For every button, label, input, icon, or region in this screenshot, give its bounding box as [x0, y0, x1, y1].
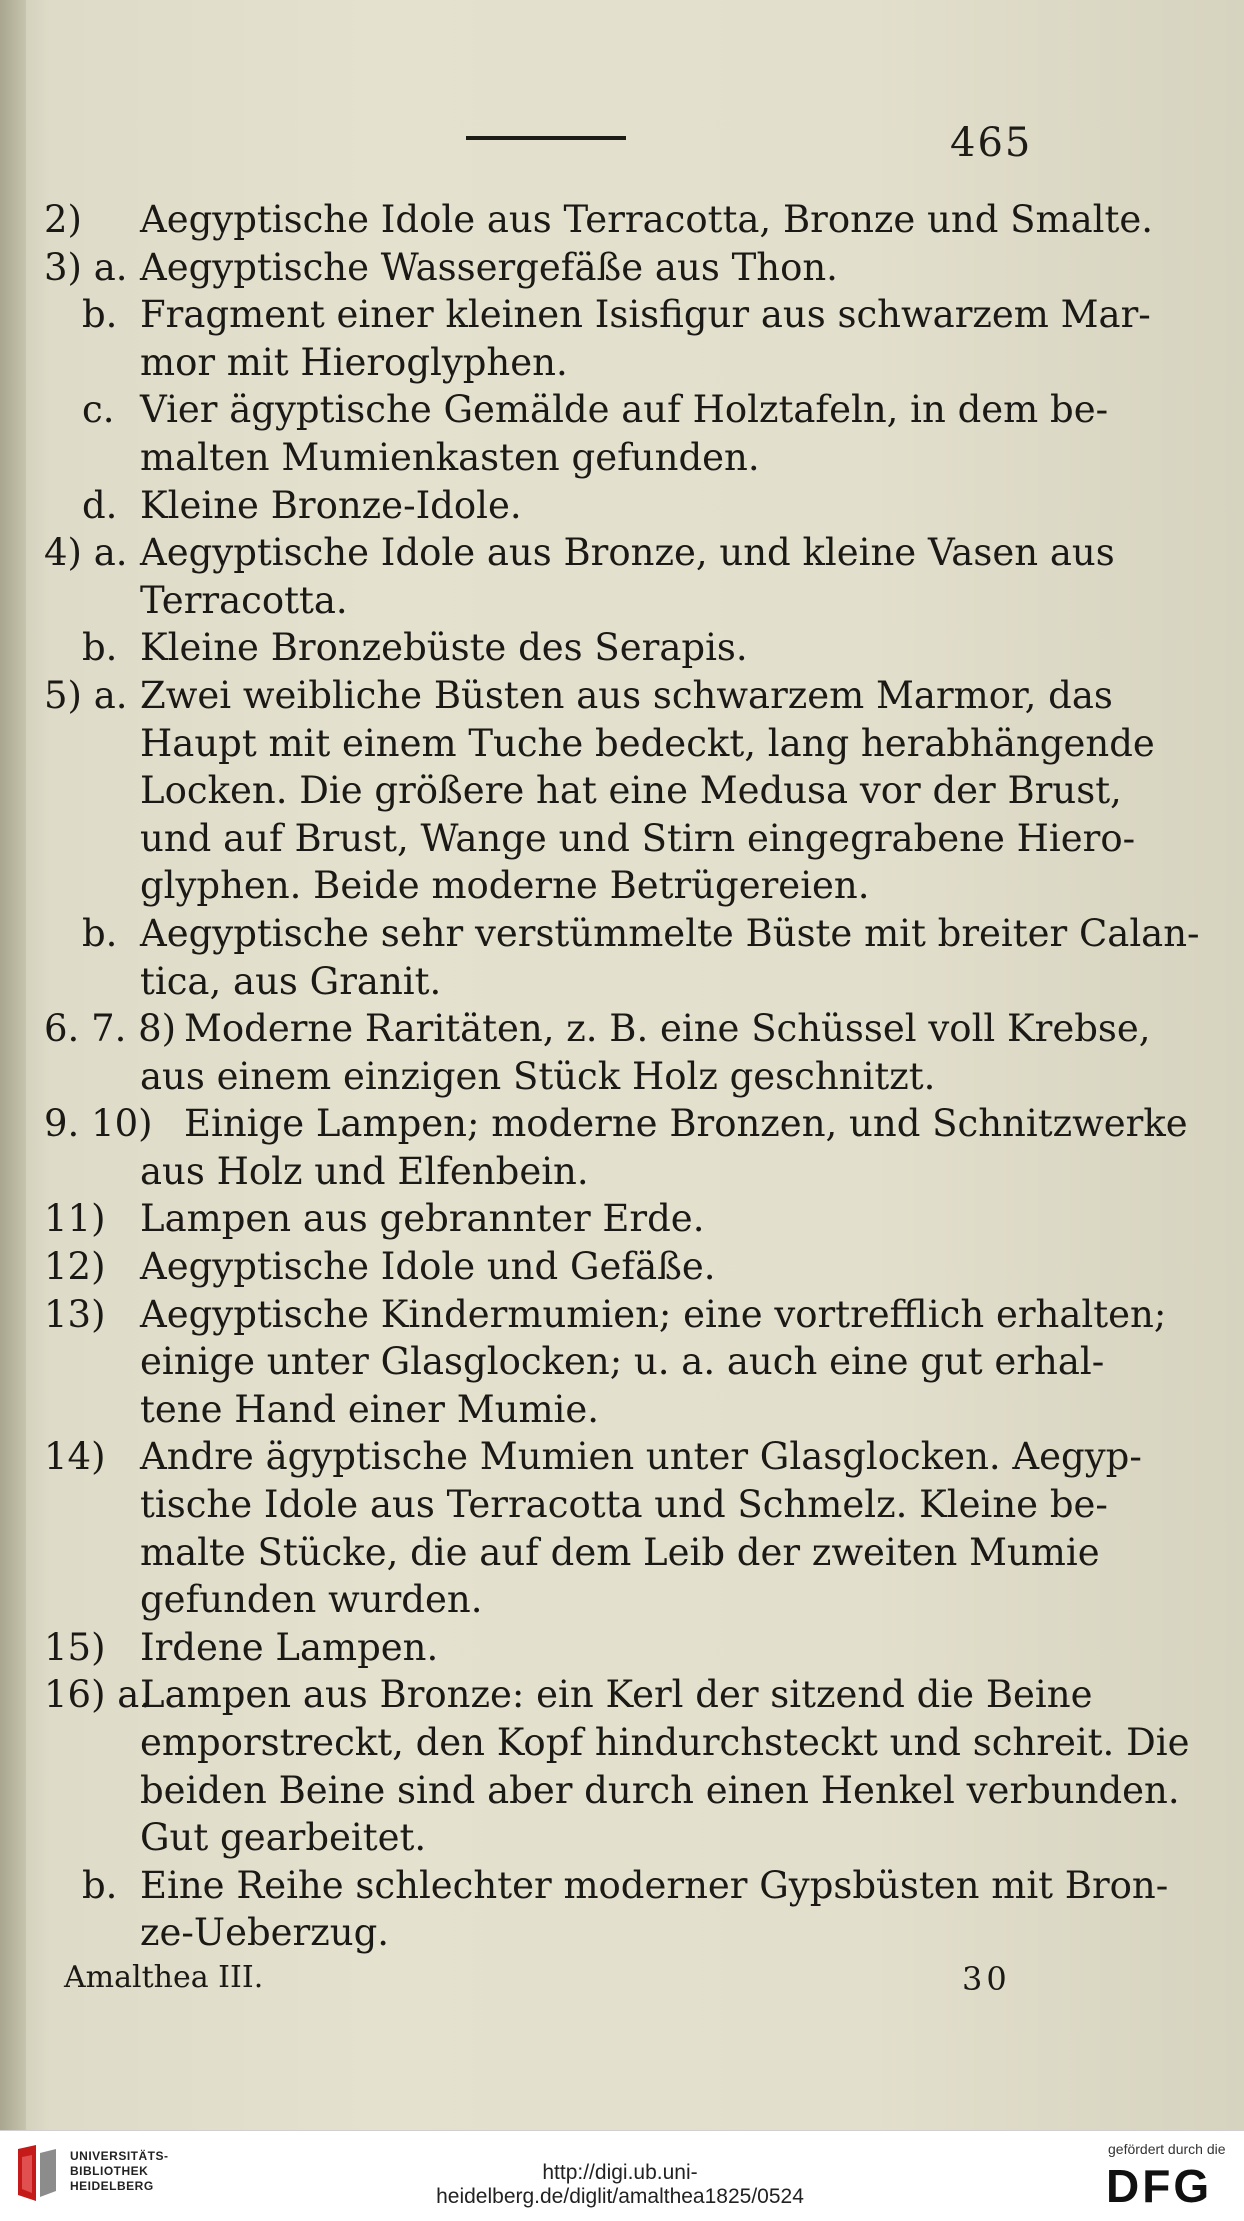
signature-title: Amalthea III. [64, 1960, 264, 1995]
viewer-footer-bar [0, 2130, 1244, 2221]
item-label: 3) a. [44, 245, 128, 289]
text-line [44, 196, 1154, 244]
item-text: Einige Lampen; moderne Bronzen, und Schnitzwerke [184, 1102, 1188, 1146]
text-line [44, 1481, 1108, 1529]
item-text: malten Mumienkasten gefunden. [140, 435, 760, 479]
library-name-line: BIBLIOTHEK [70, 2164, 149, 2178]
text-line [44, 1624, 1064, 1672]
library-name-line: UNIVERSITÄTS- [70, 2149, 169, 2163]
item-text: Fragment einer kleinen Isisfigur aus schwarzem Mar- [140, 293, 1151, 337]
item-text: Aegyptische Idole aus Terracotta, Bronze und Smalte. [140, 198, 1154, 241]
text-line [44, 1671, 1093, 1719]
item-text: Gut gearbeitet. [140, 1816, 427, 1860]
text-line [44, 291, 1151, 339]
item-label: b. [82, 293, 118, 337]
item-text: emporstreckt, den Kopf hindurchsteckt und schreit. Die [140, 1721, 1190, 1764]
text-line [44, 1053, 1064, 1101]
text-line [44, 1433, 1142, 1481]
text-line [44, 244, 1064, 292]
item-label: 14) [44, 1435, 106, 1479]
text-line [44, 1576, 1064, 1624]
header-rule [466, 136, 626, 140]
text-line [44, 720, 1155, 768]
item-text: ze-Ueberzug. [140, 1911, 390, 1955]
text-line [44, 1862, 1169, 1910]
text-line [44, 529, 1115, 577]
item-label: 9. 10) [44, 1102, 153, 1146]
item-text: mor mit Hieroglyphen. [140, 340, 568, 384]
text-line [44, 958, 1064, 1006]
item-text: malte Stücke, die auf dem Leib der zweiten Mumie [140, 1530, 1100, 1574]
item-text: Aegyptische Idole aus Bronze, und kleine Vasen aus [140, 531, 1115, 575]
item-text: tische Idole aus Terracotta und Schmelz. Kleine be- [140, 1483, 1108, 1527]
item-label: b. [82, 1863, 118, 1907]
item-text: einige unter Glasglocken; u. a. auch eine gut erhal- [140, 1340, 1105, 1384]
text-line [44, 1529, 1100, 1577]
text-line [44, 767, 1122, 815]
item-label: 4) a. [44, 531, 128, 575]
item-text: beiden Beine sind aber durch einen Henkel verbunden. [140, 1768, 1180, 1812]
item-text: Eine Reihe schlechter moderner Gypsbüsten mit Bron- [140, 1863, 1169, 1907]
item-text: Zwei weibliche Büsten aus schwarzem Marmor, das [140, 673, 1113, 717]
item-text: Aegyptische Kindermumien; eine vortrefflich erhalten; [140, 1292, 1167, 1336]
item-text: aus Holz und Elfenbein. [140, 1149, 589, 1193]
item-text: Haupt mit einem Tuche bedeckt, lang herabhängende [140, 721, 1155, 765]
body-text [44, 196, 1200, 1957]
university-library-logo-icon [14, 2143, 60, 2205]
item-label: 16) a. [44, 1673, 152, 1717]
item-text: glyphen. Beide moderne Betrügereien. [140, 864, 870, 908]
item-label: 13) [44, 1292, 106, 1336]
library-name [70, 2149, 169, 2194]
item-text: Aegyptische Wassergefäße aus Thon. [140, 245, 838, 289]
text-line [44, 577, 1064, 625]
item-label: 6. 7. 8) [44, 1007, 177, 1051]
item-text: Kleine Bronze-Idole. [140, 483, 522, 527]
dfg-logo: DFG [1106, 2160, 1213, 2212]
text-line [44, 434, 1064, 482]
text-line [44, 624, 1064, 672]
text-line [44, 1195, 1064, 1243]
item-label: d. [82, 483, 118, 527]
text-line [44, 1386, 1064, 1434]
item-text: Vier ägyptische Gemälde auf Holztafeln, in dem be- [140, 388, 1109, 432]
item-label: 2) [44, 198, 82, 241]
item-text: Lampen aus gebrannter Erde. [140, 1197, 705, 1241]
text-line [44, 1005, 1151, 1053]
text-line [44, 1148, 1064, 1196]
text-line [44, 1814, 1064, 1862]
item-text: tica, aus Granit. [140, 959, 442, 1003]
text-line [44, 910, 1200, 958]
text-line [44, 1719, 1190, 1767]
text-line [44, 339, 1064, 387]
item-label: 11) [44, 1197, 106, 1241]
text-line [44, 1291, 1167, 1339]
signature-number: 30 [962, 1960, 1011, 1998]
item-text: Andre ägyptische Mumien unter Glasglocken. Aegyp- [140, 1435, 1142, 1479]
item-label: b. [82, 911, 118, 955]
item-text: Aegyptische Idole und Gefäße. [140, 1245, 716, 1289]
text-line [44, 1243, 1064, 1291]
item-text: Locken. Die größere hat eine Medusa vor der Brust, [140, 769, 1122, 813]
text-line [44, 862, 1064, 910]
text-line [44, 482, 1064, 530]
page-number: 465 [950, 120, 1033, 166]
item-text: aus einem einzigen Stück Holz geschnitzt. [140, 1054, 936, 1098]
item-label: 12) [44, 1245, 106, 1289]
text-line [44, 1338, 1105, 1386]
permalink-url[interactable]: http://digi.ub.uni-heidelberg.de/diglit/amalthea1825/0524 [436, 2161, 804, 2208]
library-name-line: HEIDELBERG [70, 2179, 154, 2193]
item-text: Moderne Raritäten, z. B. eine Schüssel voll Krebse, [184, 1007, 1151, 1051]
item-label: 5) a. [44, 673, 128, 717]
text-line [44, 1100, 1188, 1148]
item-text: und auf Brust, Wange und Stirn eingegrabene Hiero- [140, 816, 1136, 860]
item-label: 15) [44, 1625, 106, 1669]
item-text: Irdene Lampen. [140, 1625, 439, 1669]
item-text: gefunden wurden. [140, 1578, 483, 1622]
item-text: tene Hand einer Mumie. [140, 1387, 600, 1431]
text-line [44, 672, 1113, 720]
item-text: Kleine Bronzebüste des Serapis. [140, 626, 748, 670]
item-label: b. [82, 626, 118, 670]
page-gutter-shadow [0, 0, 26, 2130]
funded-by-label: gefördert durch die [1108, 2141, 1226, 2157]
text-line [44, 1909, 1064, 1957]
text-line [44, 386, 1109, 434]
item-text: Lampen aus Bronze: ein Kerl der sitzend die Beine [140, 1673, 1093, 1717]
item-label: c. [82, 388, 115, 432]
text-line [44, 1767, 1180, 1815]
text-line [44, 815, 1136, 863]
item-text: Aegyptische sehr verstümmelte Büste mit breiter Calan- [140, 911, 1200, 955]
item-text: Terracotta. [140, 578, 348, 622]
